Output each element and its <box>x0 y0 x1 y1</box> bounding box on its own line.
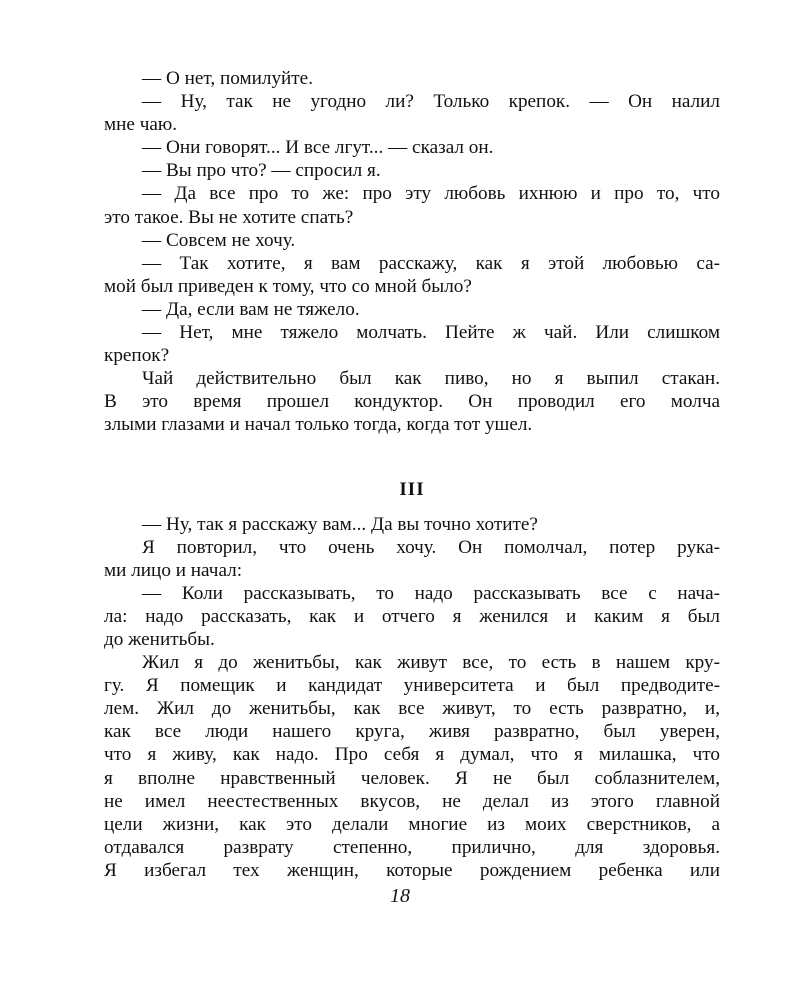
text-line: В это время прошел кондуктор. Он проводил его молча <box>104 391 720 413</box>
text-line: мой был приведен к тому, что со мной было? <box>104 275 472 297</box>
text-line: — Так хотите, я вам расскажу, как я этой любовью са- <box>142 252 720 274</box>
text-line: — Нет, мне тяжело молчать. Пейте ж чай. Или слишком <box>142 322 720 344</box>
text-line: я вполне нравственный человек. Я не был соблазнителем, <box>104 767 720 789</box>
text-line: отдавался разврату степенно, прилично, для здоровья. <box>104 836 720 858</box>
text-line: ми лицо и начал: <box>104 559 243 581</box>
text-line: до женитьбы. <box>104 628 215 650</box>
text-line: Чай действительно был как пиво, но я выпил стакан. <box>142 368 720 390</box>
text-line: злыми глазами и начал только тогда, когда тот ушел. <box>104 414 533 436</box>
text-line: — Совсем не хочу. <box>142 229 296 251</box>
text-line: Жил я до женитьбы, как живут все, то есть в нашем кру- <box>142 652 720 674</box>
text-line: это такое. Вы не хотите спать? <box>104 206 354 228</box>
text-line: — Ну, так я расскажу вам... Да вы точно хотите? <box>142 513 538 535</box>
text-line: — Коли рассказывать, то надо рассказывать все с нача- <box>142 582 720 604</box>
text-line: — Да, если вам не тяжело. <box>142 298 360 320</box>
text-line: — Да все про то же: про эту любовь ихнюю и про то, что <box>142 183 720 205</box>
text-line: — Ну, так не угодно ли? Только крепок. — Он налил <box>142 91 720 113</box>
text-line: что я живу, как надо. Про себя я думал, что я милашка, что <box>104 744 720 766</box>
text-line: цели жизни, как это делали многие из моих сверстников, а <box>104 813 720 835</box>
page-body <box>104 67 720 882</box>
text-line: гу. Я помещик и кандидат университета и был предводите- <box>104 675 720 697</box>
text-line: ла: надо рассказать, как и отчего я женился и каким я был <box>104 605 720 627</box>
text-line: как все люди нашего круга, живя развратно, был уверен, <box>104 721 720 743</box>
page-number: 18 <box>390 885 410 907</box>
text-line: крепок? <box>104 345 170 367</box>
text-line: — Они говорят... И все лгут... — сказал он. <box>142 137 494 159</box>
text-line: лем. Жил до женитьбы, как все живут, то есть развратно, и, <box>104 698 720 720</box>
text-line: Я повторил, что очень хочу. Он помолчал, потер рука- <box>142 536 720 558</box>
text-line: Я избегал тех женщин, которые рождением ребенка или <box>104 859 720 881</box>
text-line: — О нет, помилуйте. <box>142 68 313 89</box>
text-line: не имел неестественных вкусов, не делал из этого главной <box>104 790 720 812</box>
text-line: — Вы про что? — спросил я. <box>142 160 381 182</box>
chapter-heading: III <box>399 478 425 500</box>
text-line: мне чаю. <box>104 114 178 136</box>
